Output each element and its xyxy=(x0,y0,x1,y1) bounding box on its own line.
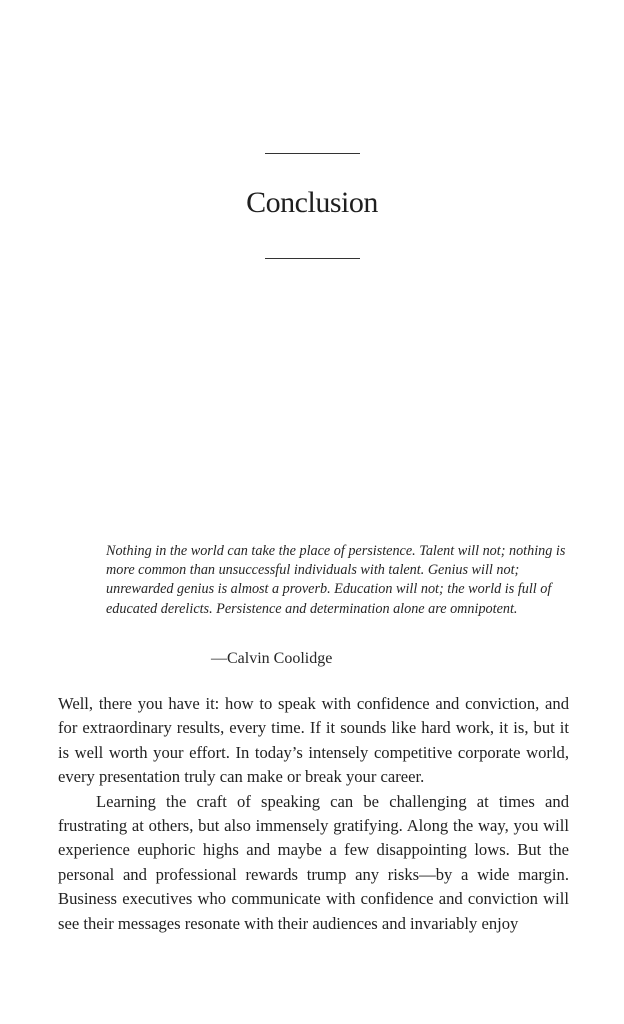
chapter-title: Conclusion xyxy=(246,186,378,219)
epigraph-attribution: —Calvin Coolidge xyxy=(211,650,333,667)
body-paragraph-2: Learning the craft of speaking can be challenging at times and frustrating at others, but also immensely gratifying. Along the way, you will experience euphoric highs and maybe a few disappointing lows. But the personal and professional rewards trump any risks—by a wide margin. Business executives who communicate with confidence and conviction will see their messages resonate with their audiences and invariably enjoy xyxy=(58,791,569,933)
body-text xyxy=(58,692,569,936)
title-rule-top xyxy=(265,153,360,154)
body-paragraph-1: Well, there you have it: how to speak with confidence and conviction, and for extraordinary results, every time. If it sounds like hard work, it is, but it is well worth your effort. In today’s intensely competitive corporate world, every presentation truly can make or break your career. xyxy=(58,694,569,787)
title-rule-bottom xyxy=(265,258,360,259)
epigraph-quote: Nothing in the world can take the place of persistence. Talent will not; nothing is more common than unsuccessful individuals with talent. Genius will not; unrewarded genius is almost a proverb. Education will not; the world is full of educated derelicts. Persistence and determination alone are omnipotent. xyxy=(106,543,566,617)
